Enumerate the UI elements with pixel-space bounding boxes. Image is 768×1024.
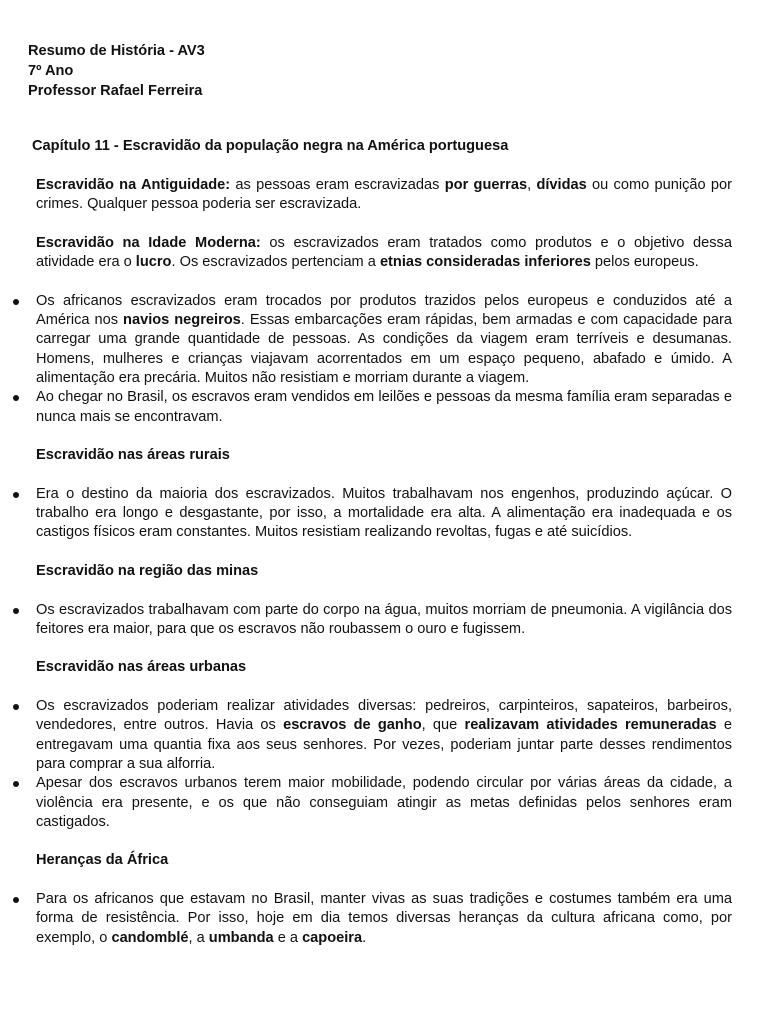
bullet-list-herancas <box>36 890 732 948</box>
bullet-list-minas <box>36 601 732 640</box>
chapter-title: Capítulo 11 - Escravidão da população negra na América portuguesa <box>32 138 509 154</box>
section-heading-urbanas: Escravidão nas áreas urbanas <box>36 659 247 676</box>
bullet-list-urbanas <box>36 697 732 832</box>
header-title: Resumo de História - AV3 <box>28 43 205 59</box>
list-item: Os africanos escravizados eram trocados por produtos trazidos pelos europeus e conduzidos até a América nos navios negreiros. Essas embarcações eram rápidas, bem armadas e com capacidade para carregar uma grande quantidade de pessoas. As condições da viagem eram terríveis e desumanas. Homens, mulheres e crianças viajavam acorrentados em um espaço pequeno, abafado e úmido. A alimentação era precária. Muitos não resistiam e morriam durante a viagem. <box>36 292 732 388</box>
list-item: Ao chegar no Brasil, os escravos eram vendidos em leilões e pessoas da mesma família eram separadas e nunca mais se encontravam. <box>36 388 732 427</box>
bullet-list-moderna <box>36 292 732 427</box>
header-teacher: Professor Rafael Ferreira <box>28 83 203 99</box>
document-header <box>28 41 205 101</box>
section-heading-minas: Escravidão na região das minas <box>36 562 259 579</box>
paragraph-idade-moderna: Escravidão na Idade Moderna: os escravizados eram tratados como produtos e o objetivo dessa atividade era o lucro. Os escravizados pertenciam a etnias consideradas inferiores pelos europeus. <box>36 234 732 271</box>
paragraph-antiguidade: Escravidão na Antiguidade: as pessoas eram escravizadas por guerras, dívidas ou como punição por crimes. Qualquer pessoa poderia ser escravizada. <box>36 177 733 213</box>
section-heading-herancas: Heranças da África <box>36 852 169 869</box>
bullet-list-rurais <box>36 485 732 543</box>
list-item: Para os africanos que estavam no Brasil, manter vivas as suas tradições e costumes também era uma forma de resistência. Por isso, hoje em dia temos diversas heranças da cultura africana como, por exemplo, o candomblé, a umbanda e a capoeira. <box>36 890 732 948</box>
term-label: Escravidão na Antiguidade: <box>36 177 231 193</box>
document-body <box>36 176 732 967</box>
list-item: Apesar dos escravos urbanos terem maior mobilidade, podendo circular por várias áreas da cidade, a violência era presente, e os que não conseguiam atingir as metas definidas pelos senhores eram castigados. <box>36 774 732 832</box>
list-item: Os escravizados trabalhavam com parte do corpo na água, muitos morriam de pneumonia. A vigilância dos feitores era maior, para que os escravos não roubassem o ouro e fugissem. <box>36 601 732 640</box>
term-label: Escravidão na Idade Moderna: <box>36 234 261 251</box>
list-item: Os escravizados poderiam realizar atividades diversas: pedreiros, carpinteiros, sapateiros, barbeiros, vendedores, entre outros. Havia os escravos de ganho, que realizavam atividades remuneradas e entregavam uma quantia fixa aos seus senhores. Por vezes, poderiam juntar parte desses rendimentos para comprar a sua alforria. <box>36 697 732 774</box>
section-heading-rurais: Escravidão nas áreas rurais <box>36 447 230 464</box>
list-item: Era o destino da maioria dos escravizados. Muitos trabalhavam nos engenhos, produzindo açúcar. O trabalho era longo e desgastante, por isso, a mortalidade era alta. A alimentação era inadequada e os castigos físicos eram constantes. Muitos resistiam realizando revoltas, fugas e até suicídios. <box>36 485 732 543</box>
header-grade: 7º Ano <box>28 63 74 79</box>
